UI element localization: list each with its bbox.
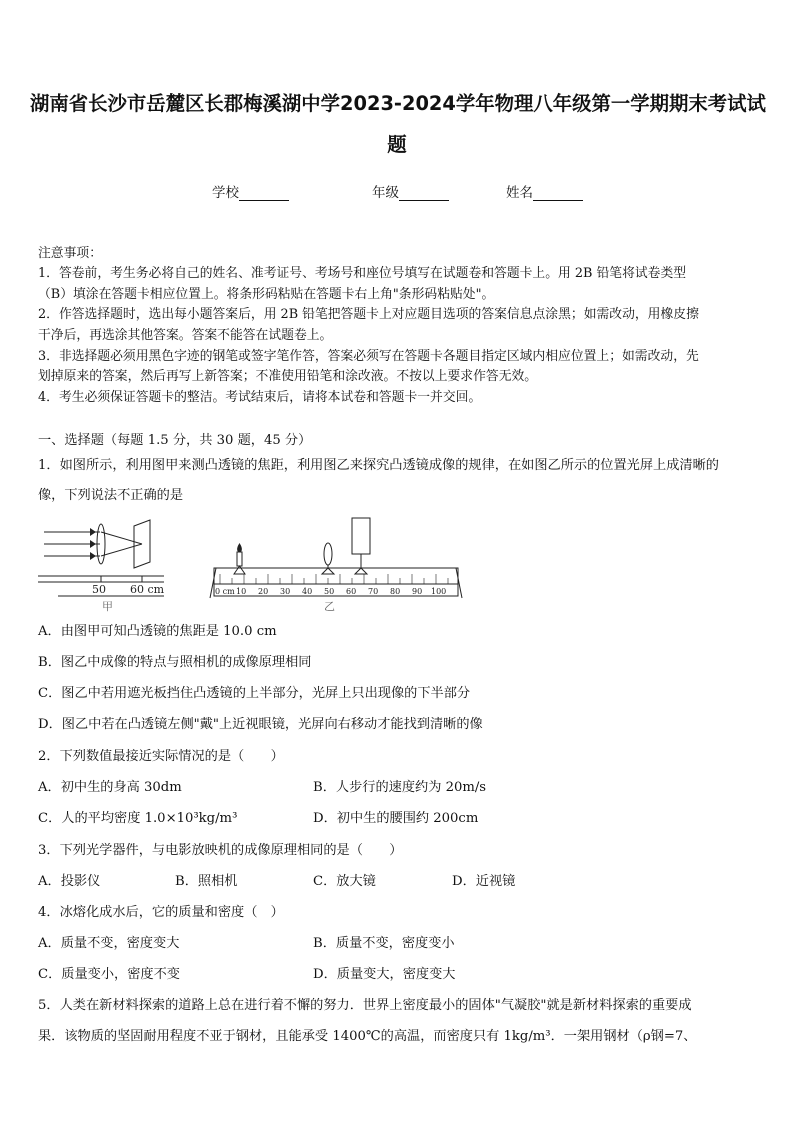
q2-stem: 2．下列数值最接近实际情况的是（ ） — [38, 749, 284, 764]
yi-tick: 60 — [346, 587, 357, 596]
yi-tick: 90 — [412, 587, 423, 596]
yi-tick: 0 cm — [215, 587, 235, 596]
yi-label: 乙 — [324, 600, 335, 613]
school-label: 学校 — [212, 185, 239, 201]
name-field — [506, 181, 583, 201]
yi-tick: 70 — [368, 587, 379, 596]
q3-stem: 3．下列光学器件，与电影放映机的成像原理相同的是（ ） — [38, 843, 403, 858]
notes-heading: 注意事项： — [38, 246, 102, 261]
note-line: 划掉原来的答案，然后再写上新答案；不准使用铅笔和涂改液。不按以上要求作答无效。 — [38, 369, 538, 384]
name-label: 姓名 — [506, 185, 533, 201]
school-blank — [239, 187, 289, 201]
school-field — [212, 181, 289, 201]
jia-label: 甲 — [102, 600, 113, 613]
note-line: 2．作答选择题时，选出每小题答案后，用 2B 铅笔把答题卡上对应题目选项的答案信息点涂黑；如需改动，用橡皮擦 — [38, 307, 699, 322]
q3-option-c: C．放大镜 — [313, 874, 376, 889]
grade-field — [372, 181, 449, 201]
q5-line2: 果．该物质的坚固耐用程度不亚于钢材，且能承受 1400℃的高温，而密度只有 1kg/m³．一架用钢材（ρ钢=7、 — [38, 1029, 697, 1044]
lens-holder-icon — [322, 543, 334, 574]
q2-option-c: C．人的平均密度 1.0×10³kg/m³ — [38, 811, 238, 826]
note-line: 干净后，再选涂其他答案。答案不能答在试题卷上。 — [38, 328, 333, 343]
yi-tick: 30 — [280, 587, 291, 596]
q3-option-a: A．投影仪 — [38, 874, 101, 889]
exam-title-line1: 湖南省长沙市岳麓区长郡梅溪湖中学2023-2024学年物理八年级第一学期期末考试试 — [30, 92, 766, 115]
yi-tick: 10 — [236, 587, 247, 596]
q3-option-b: B．照相机 — [175, 874, 238, 889]
q3-option-d: D．近视镜 — [452, 874, 516, 889]
figure-yi — [210, 518, 462, 598]
note-line: 3．非选择题必须用黑色字迹的钢笔或签字笔作答，答案必须写在答题卡各题目指定区域内相应位置上；如需改动，先 — [38, 349, 699, 364]
yi-tick: 50 — [324, 587, 335, 596]
grade-blank — [399, 187, 449, 201]
section-heading: 一、选择题（每题 1.5 分，共 30 题，45 分） — [38, 433, 312, 448]
yi-tick: 40 — [302, 587, 313, 596]
q2-option-d: D．初中生的腰围约 200cm — [313, 811, 479, 826]
note-line: 4．考生必须保证答题卡的整洁。考试结束后，请将本试卷和答题卡一并交回。 — [38, 390, 482, 405]
yi-tick: 20 — [258, 587, 269, 596]
q4-stem: 4．冰熔化成水后，它的质量和密度（ ） — [38, 905, 284, 920]
q2-option-b: B．人步行的速度约为 20m/s — [313, 780, 487, 795]
q5-line1: 5．人类在新材料探索的道路上总在进行着不懈的努力．世界上密度最小的固体"气凝胶"就是新材料探索的重要成 — [38, 998, 692, 1013]
screen-holder-icon — [352, 518, 370, 574]
exam-title-line2: 题 — [387, 133, 407, 156]
jia-tick-60: 60 cm — [130, 583, 165, 596]
q1-stem-line2: 像，下列说法不正确的是 — [38, 488, 184, 503]
yi-tick: 100 — [431, 587, 447, 596]
q1-stem-line1: 1．如图所示，利用图甲来测凸透镜的焦距，利用图乙来探究凸透镜成像的规律，在如图乙所示的位置光屏上成清晰的 — [38, 458, 719, 473]
q4-option-c: C．质量变小，密度不变 — [38, 967, 180, 982]
note-line: （B）填涂在答题卡相应位置上。将条形码粘贴在答题卡右上角"条形码粘贴处"。 — [38, 287, 495, 302]
q4-option-a: A．质量不变，密度变大 — [38, 936, 180, 951]
q1-option-b: B．图乙中成像的特点与照相机的成像原理相同 — [38, 655, 312, 670]
candle-icon — [234, 544, 245, 574]
note-line: 1．答卷前，考生务必将自己的姓名、准考证号、考场号和座位号填写在试题卷和答题卡上。用 2B 铅笔将试卷类型 — [38, 266, 687, 281]
q1-option-c: C．图乙中若用遮光板挡住凸透镜的上半部分，光屏上只出现像的下半部分 — [38, 686, 471, 701]
q1-option-a: A．由图甲可知凸透镜的焦距是 10.0 cm — [38, 624, 277, 639]
yi-tick: 80 — [390, 587, 401, 596]
name-blank — [533, 187, 583, 201]
grade-label: 年级 — [372, 185, 399, 201]
q1-option-d: D．图乙中若在凸透镜左侧"戴"上近视眼镜，光屏向右移动才能找到清晰的像 — [38, 717, 483, 732]
q4-option-b: B．质量不变，密度变小 — [313, 936, 455, 951]
q1-figure — [38, 512, 468, 616]
jia-tick-50: 50 — [92, 583, 106, 596]
q4-option-d: D．质量变大，密度变大 — [313, 967, 456, 982]
q2-option-a: A．初中生的身高 30dm — [38, 780, 182, 795]
